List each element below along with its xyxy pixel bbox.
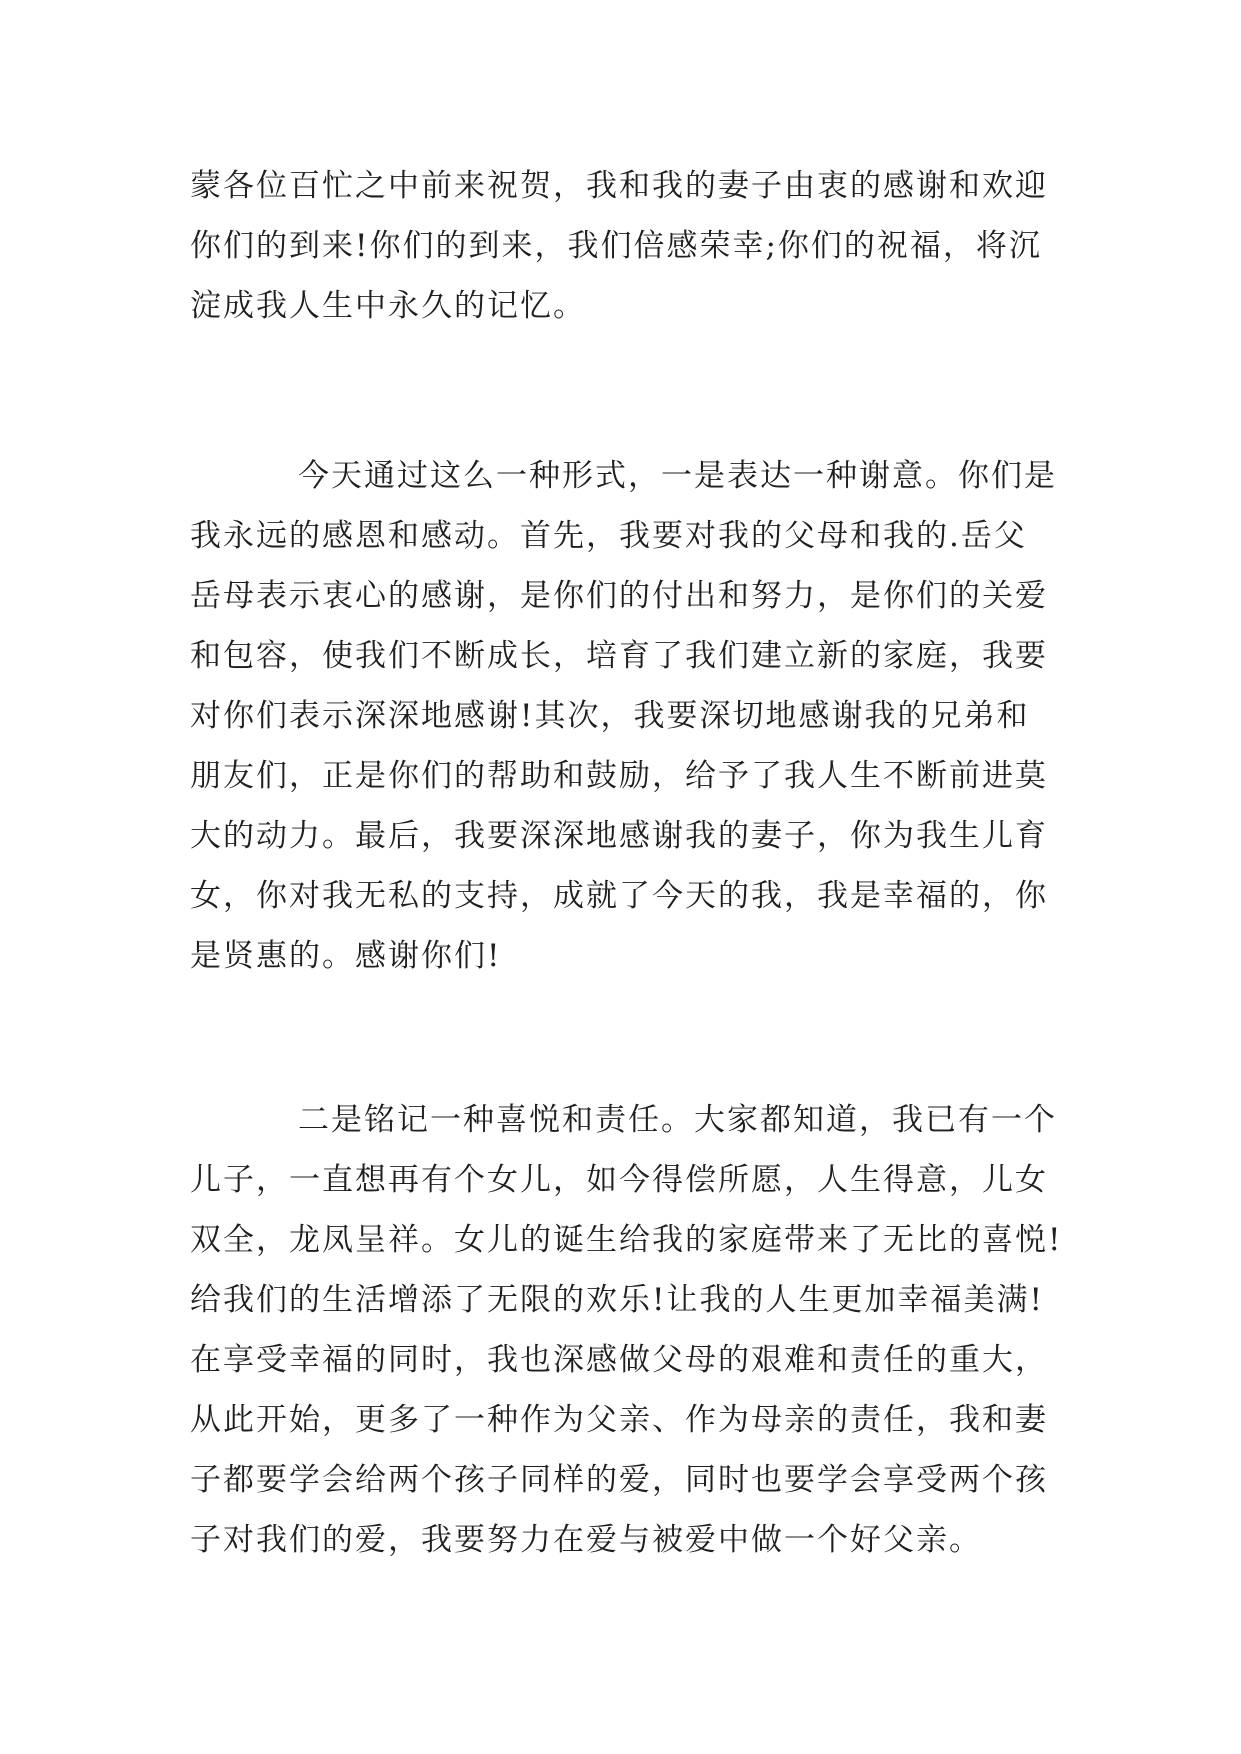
text-line: 在享受幸福的同时，我也深感做父母的艰难和责任的重大， [190,1342,1048,1378]
text-line: 双全，龙凤呈祥。女儿的诞生给我的家庭带来了无比的喜悦! [190,1222,1063,1258]
paragraph-welcome [190,156,1060,336]
text-line: 大的动力。最后，我要深深地感谢我的妻子，你为我生儿育 [190,818,1048,854]
text-line: 二是铭记一种喜悦和责任。大家都知道，我已有一个 [298,1102,1057,1138]
paragraph-joy-and-responsibility [190,1090,1063,1570]
text-line: 你们的到来!你们的到来，我们倍感荣幸;你们的祝福，将沉 [190,228,1042,264]
text-line: 从此开始，更多了一种作为父亲、作为母亲的责任，我和妻 [190,1402,1048,1438]
text-line: 给我们的生活增添了无限的欢乐!让我的人生更加幸福美满! [190,1282,1044,1318]
text-line: 对你们表示深深地感谢!其次，我要深切地感谢我的兄弟和 [190,698,1030,734]
text-line: 今天通过这么一种形式，一是表达一种谢意。你们是 [298,458,1057,494]
text-line: 我永远的感恩和感动。首先，我要对我的父母和我的.岳父 [190,518,1027,554]
text-line: 子对我们的爱，我要努力在爱与被爱中做一个好父亲。 [190,1522,982,1558]
paragraph-gratitude [190,446,1060,986]
text-line: 子都要学会给两个孩子同样的爱，同时也要学会享受两个孩 [190,1462,1048,1498]
text-line: 淀成我人生中永久的记忆。 [190,288,586,324]
text-line: 岳母表示衷心的感谢，是你们的付出和努力，是你们的关爱 [190,578,1048,614]
text-line: 女，你对我无私的支持，成就了今天的我，我是幸福的，你 [190,878,1048,914]
text-line: 是贤惠的。感谢你们! [190,938,502,974]
text-line: 朋友们，正是你们的帮助和鼓励，给予了我人生不断前进莫 [190,758,1048,794]
text-line: 蒙各位百忙之中前来祝贺，我和我的妻子由衷的感谢和欢迎 [190,168,1048,204]
text-line: 儿子，一直想再有个女儿，如今得偿所愿，人生得意，儿女 [190,1162,1048,1198]
text-line: 和包容，使我们不断成长，培育了我们建立新的家庭，我要 [190,638,1048,674]
